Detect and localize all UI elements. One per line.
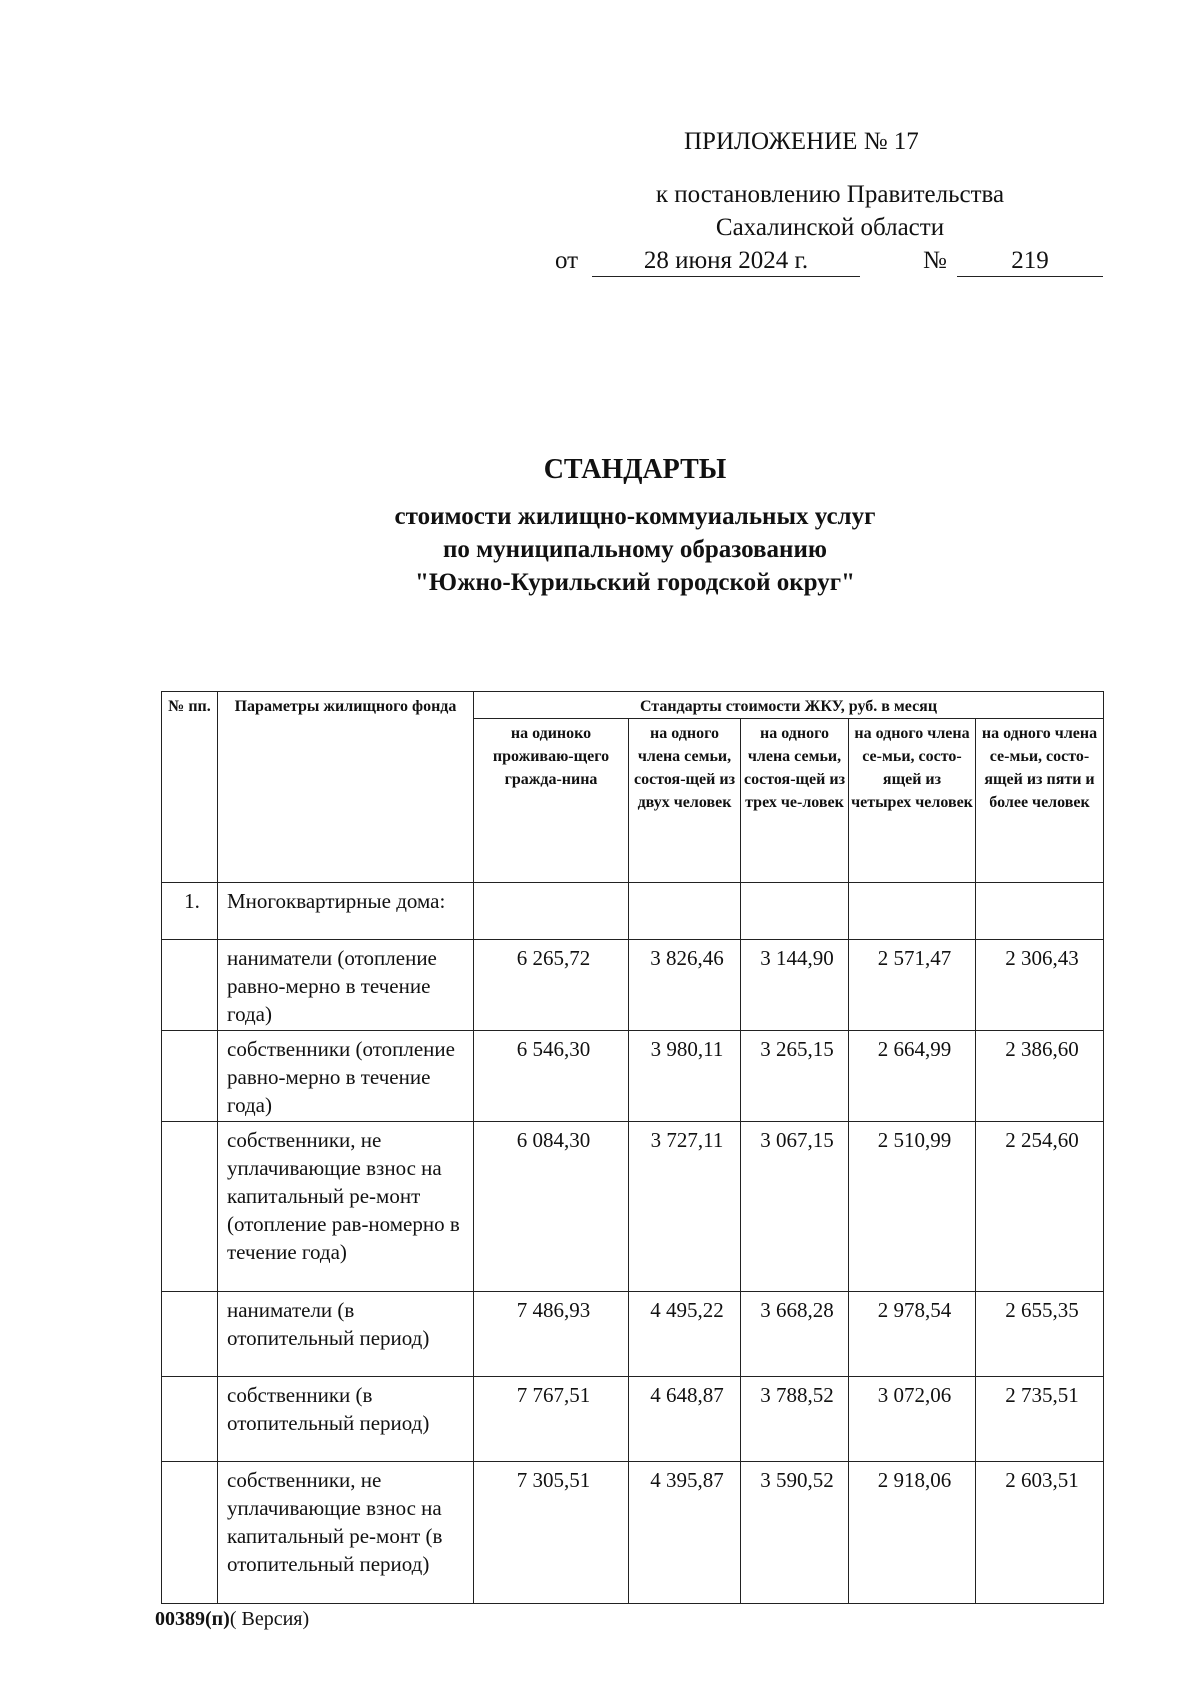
cell-family-5: 2 735,51: [976, 1377, 1104, 1462]
cell-family-5: 2 254,60: [976, 1122, 1104, 1292]
row-label: Многоквартирные дома:: [218, 883, 474, 940]
decree-number: 219: [957, 247, 1103, 277]
row-label: наниматели (отопление равно-мерно в течение года): [218, 940, 474, 1031]
cell-family-4: 3 072,06: [849, 1377, 976, 1462]
number-prefix: №: [923, 247, 947, 274]
header-family-3: на одного члена семьи, состоя-щей из трех че-ловек: [741, 719, 849, 883]
cell-family-3: 3 788,52: [741, 1377, 849, 1462]
decree-date-line: [555, 247, 1115, 281]
decree-line-1: к постановлению Правительства: [655, 181, 1005, 208]
subtitle-line-3: "Южно-Курильский городской округ": [415, 569, 855, 596]
cell-family-2: 4 395,87: [629, 1462, 741, 1604]
decree-line-2: Сахалинской области: [715, 214, 945, 241]
row-label: собственники, не уплачивающие взнос на капитальный ре-монт (отопление рав-номерно в течение года): [218, 1122, 474, 1292]
cell-family-3: 3 265,15: [741, 1031, 849, 1122]
cell-family-3: 3 668,28: [741, 1292, 849, 1377]
header-group: Стандарты стоимости ЖКУ, руб. в месяц: [474, 692, 1104, 719]
header-family-4: на одного члена се-мьи, состо-ящей из четырех человек: [849, 719, 976, 883]
header-family-5: на одного члена се-мьи, состо-ящей из пяти и более человек: [976, 719, 1104, 883]
header-num: № пп.: [162, 692, 218, 883]
cell-family-2: 3 980,11: [629, 1031, 741, 1122]
cell-single: 7 767,51: [474, 1377, 629, 1462]
row-label: наниматели (в отопительный период): [218, 1292, 474, 1377]
appendix-label: ПРИЛОЖЕНИЕ № 17: [684, 128, 919, 155]
table-row: [162, 1031, 1104, 1122]
cell-single: 6 265,72: [474, 940, 629, 1031]
date-prefix: от: [555, 247, 579, 274]
row-label: собственники (отопление равно-мерно в течение года): [218, 1031, 474, 1122]
footer-version: ( Версия): [229, 1608, 310, 1630]
table-row: [162, 1292, 1104, 1377]
cell-family-5: 2 603,51: [976, 1462, 1104, 1604]
row-label: собственники (в отопительный период): [218, 1377, 474, 1462]
cell-family-2: 3 727,11: [629, 1122, 741, 1292]
standards-table: [161, 691, 1104, 1604]
cell-family-4: 2 664,99: [849, 1031, 976, 1122]
document-footer: [155, 1608, 309, 1631]
header-params: Параметры жилищного фонда: [218, 692, 474, 883]
header-single: на одиноко проживаю-щего гражда-нина: [474, 719, 629, 883]
cell-family-4: 2 510,99: [849, 1122, 976, 1292]
subtitle-line-2: по муниципальному образованию: [443, 536, 827, 563]
cell-family-3: 3 144,90: [741, 940, 849, 1031]
subtitle-line-1: стоимости жилищно-коммуиальных услуг: [394, 503, 876, 530]
table-row: [162, 1462, 1104, 1604]
cell-single: 6 084,30: [474, 1122, 629, 1292]
cell-single: 6 546,30: [474, 1031, 629, 1122]
row-number: 1.: [162, 883, 218, 940]
table-row: [162, 1377, 1104, 1462]
document-title: СТАНДАРТЫ: [543, 454, 727, 485]
cell-family-5: 2 306,43: [976, 940, 1104, 1031]
cell-single: 7 486,93: [474, 1292, 629, 1377]
cell-single: 7 305,51: [474, 1462, 629, 1604]
cell-family-2: 4 648,87: [629, 1377, 741, 1462]
cell-family-2: 4 495,22: [629, 1292, 741, 1377]
cell-family-5: 2 655,35: [976, 1292, 1104, 1377]
footer-code: 00389(п): [155, 1608, 230, 1630]
row-label: собственники, не уплачивающие взнос на капитальный ре-монт (в отопительный период): [218, 1462, 474, 1604]
decree-date: 28 июня 2024 г.: [592, 247, 860, 277]
cell-family-4: 2 978,54: [849, 1292, 976, 1377]
cell-family-4: 2 918,06: [849, 1462, 976, 1604]
cell-family-4: 2 571,47: [849, 940, 976, 1031]
table-row-section: [162, 883, 1104, 940]
table-row: [162, 1122, 1104, 1292]
cell-family-3: 3 590,52: [741, 1462, 849, 1604]
table-row: [162, 940, 1104, 1031]
cell-family-5: 2 386,60: [976, 1031, 1104, 1122]
cell-family-2: 3 826,46: [629, 940, 741, 1031]
header-family-2: на одного члена семьи, состоя-щей из двух человек: [629, 719, 741, 883]
cell-family-3: 3 067,15: [741, 1122, 849, 1292]
